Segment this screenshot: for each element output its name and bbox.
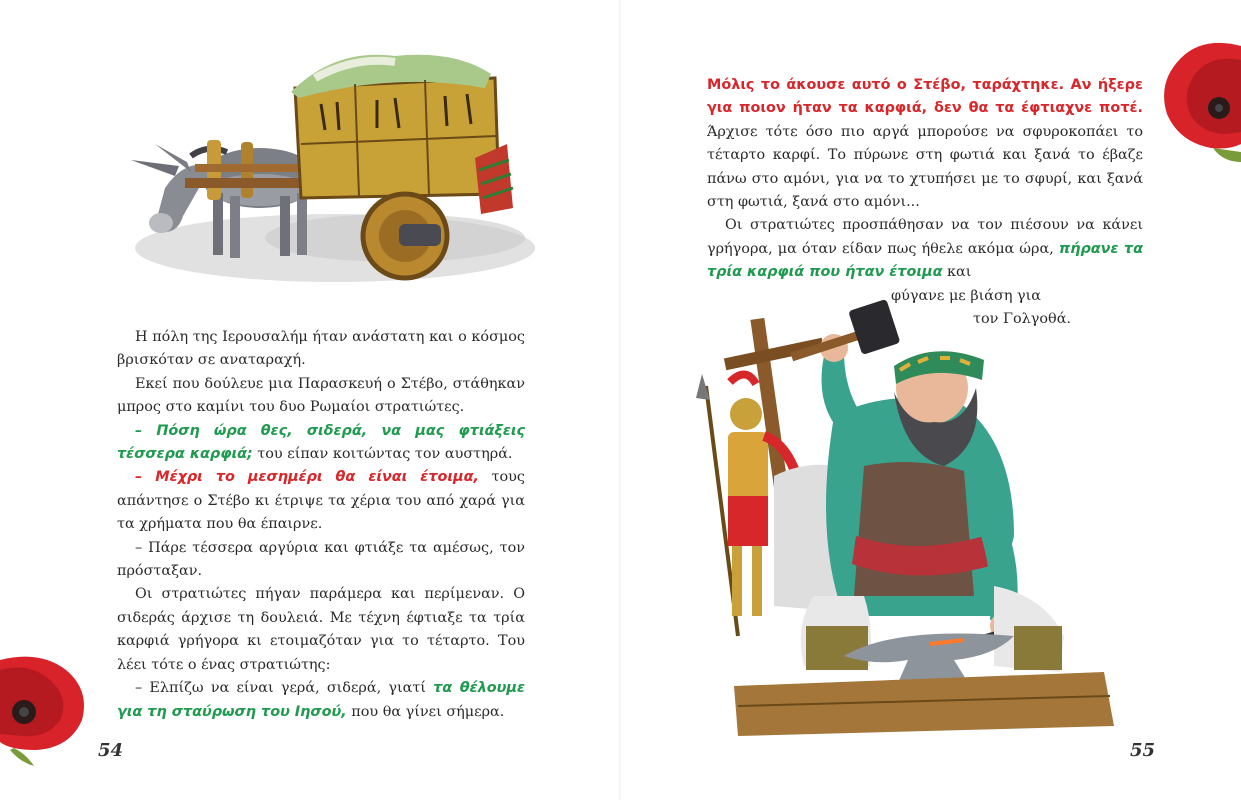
- stevo-reaction: Μόλις το άκουσε αυτό ο Στέβο, ταράχτηκε. Αν ήξερε για ποιον ήταν τα καρφιά, δεν θα τα έφτιαχνε ποτέ.: [707, 77, 1143, 117]
- dialogue-paragraph: [117, 420, 525, 467]
- paragraph-line: φύγανε με βιάση για: [891, 287, 1041, 304]
- narration: – Ελπίζω να είναι γερά, σιδερά, γιατί: [135, 680, 434, 697]
- soldier-question: Πόση ώρα θες, σιδερά, να μας φτιάξεις τέσσερα καρφιά;: [117, 422, 525, 463]
- page-number: 54: [98, 740, 124, 761]
- paragraph: [707, 74, 1143, 214]
- donkey-cart-illustration: [95, 48, 535, 288]
- dialogue-dash: –: [135, 422, 157, 439]
- right-page-body-text: [707, 74, 1143, 331]
- narration: του είπαν κοιτώντας τον αυστηρά.: [252, 446, 513, 463]
- narration: που θα γίνει σήμερα.: [346, 703, 505, 720]
- dialogue-dash: –: [135, 469, 156, 486]
- paragraph: [707, 214, 1143, 284]
- paragraph: Εκεί που δούλευε μια Παρασκευή ο Στέβο, στάθηκαν μπρος στο καμίνι του δυο Ρωμαίοι στρατιώτες.: [117, 375, 525, 416]
- left-page-body-text: [117, 326, 525, 724]
- right-page: [620, 0, 1241, 800]
- paragraph-line: τον Γολγοθά.: [973, 311, 1071, 328]
- paragraph: Οι στρατιώτες πήγαν παράμερα και περίμεναν. Ο σιδεράς άρχισε τη δουλειά. Με τέχνη έφτιαξε τα τρία καρφιά γρήγορα κι ετοιμαζόταν για το τέταρτο. Του λέει τότε ο ένας στρατιώτης:: [117, 586, 525, 673]
- left-page: [0, 0, 620, 800]
- dialogue-paragraph: [117, 466, 525, 536]
- poppy-flower-illustration: [0, 650, 92, 780]
- page-number: 55: [1130, 740, 1156, 761]
- soldier-statement: τα θέλουμε για τη σταύρωση του Ιησού,: [117, 680, 526, 720]
- narration: τους απάντησε ο Στέβο κι έτριψε τα χέρια του από χαρά για τα χρήματα που θα έπαιρνε.: [117, 469, 525, 533]
- narration: Οι στρατιώτες προσπάθησαν να τον πιέσουν να κάνει γρήγορα, μα όταν είδαν πως ήθελε ακόμα ώρα,: [707, 217, 1143, 257]
- blacksmith-soldier-illustration: [694, 296, 1144, 736]
- narration: Άρχισε τότε όσο πιο αργά μπορούσε να σφυροκοπάει το τέταρτο καρφί. Το πύρωνε στη φωτιά και ξανά το έβαζε πάνω στο αμόνι, για να το χτυπήσει με το σφυρί, και ξανά στη φωτιά, ξανά στο αμόνι...: [707, 123, 1143, 211]
- soldiers-took-nails: πήρανε τα τρία καρφιά που ήταν έτοιμα: [707, 240, 1143, 281]
- poppy-flower-illustration: [1153, 38, 1241, 168]
- paragraph: Η πόλη της Ιερουσαλήμ ήταν ανάστατη και ο κόσμος βρισκόταν σε αναταραχή.: [117, 329, 525, 369]
- narration: και: [942, 264, 972, 281]
- dialogue-paragraph: [117, 677, 525, 724]
- stevo-answer: Μέχρι το μεσημέρι θα είναι έτοιμα,: [155, 469, 479, 486]
- paragraph: – Πάρε τέσσερα αργύρια και φτιάξε τα αμέσως, τον πρόσταξαν.: [117, 539, 525, 580]
